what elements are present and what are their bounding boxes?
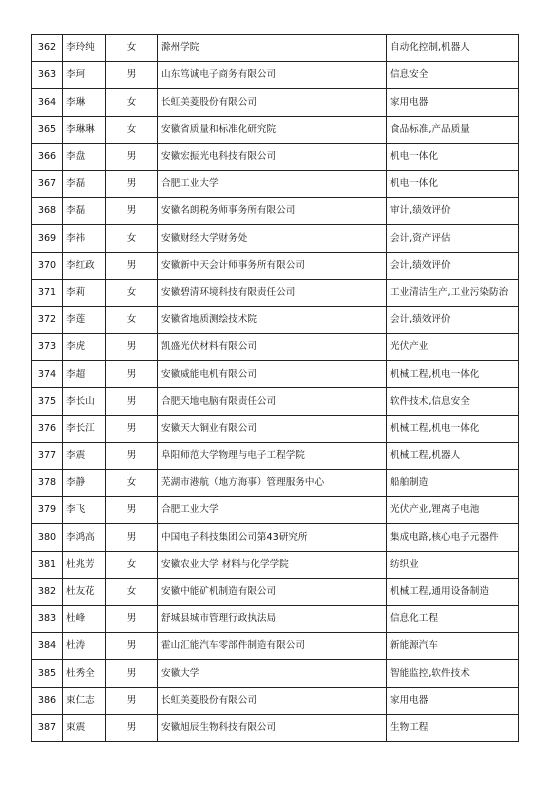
cell-gender: 男 — [106, 334, 158, 361]
cell-organization: 中国电子科技集团公司第43研究所 — [158, 524, 387, 551]
cell-field: 集成电路,核心电子元器件 — [387, 524, 519, 551]
cell-name: 束仁志 — [63, 687, 106, 714]
cell-gender: 女 — [106, 470, 158, 497]
expert-list-table — [31, 34, 519, 742]
cell-name: 李震 — [63, 442, 106, 469]
cell-name: 杜涛 — [63, 633, 106, 660]
cell-organization: 合肥工业大学 — [158, 170, 387, 197]
cell-number: 363 — [32, 62, 63, 89]
cell-organization: 滁州学院 — [158, 35, 387, 62]
cell-organization: 长虹美菱股份有限公司 — [158, 89, 387, 116]
cell-gender: 男 — [106, 660, 158, 687]
cell-name: 李莲 — [63, 306, 106, 333]
cell-gender: 男 — [106, 361, 158, 388]
table-row — [32, 225, 519, 252]
cell-name: 李飞 — [63, 497, 106, 524]
cell-name: 李红政 — [63, 252, 106, 279]
cell-name: 李虎 — [63, 334, 106, 361]
cell-gender: 女 — [106, 89, 158, 116]
cell-organization: 安徽威能电机有限公司 — [158, 361, 387, 388]
cell-name: 杜友花 — [63, 578, 106, 605]
cell-organization: 安徽财经大学财务处 — [158, 225, 387, 252]
cell-name: 李长江 — [63, 415, 106, 442]
cell-name: 李超 — [63, 361, 106, 388]
cell-field: 生物工程 — [387, 714, 519, 741]
table-row — [32, 89, 519, 116]
cell-field: 船舶制造 — [387, 470, 519, 497]
cell-field: 机械工程,机电一体化 — [387, 415, 519, 442]
cell-name: 李静 — [63, 470, 106, 497]
cell-name: 李玲纯 — [63, 35, 106, 62]
table-row — [32, 198, 519, 225]
table-row — [32, 143, 519, 170]
cell-organization: 长虹美菱股份有限公司 — [158, 687, 387, 714]
cell-field: 软件技术,信息安全 — [387, 388, 519, 415]
table-row — [32, 170, 519, 197]
cell-field: 机电一体化 — [387, 143, 519, 170]
cell-number: 374 — [32, 361, 63, 388]
table-row — [32, 605, 519, 632]
cell-number: 367 — [32, 170, 63, 197]
cell-name: 李珂 — [63, 62, 106, 89]
table-row — [32, 252, 519, 279]
cell-gender: 女 — [106, 225, 158, 252]
cell-number: 379 — [32, 497, 63, 524]
table-row — [32, 497, 519, 524]
cell-number: 382 — [32, 578, 63, 605]
cell-organization: 安徽新中天会计师事务所有限公司 — [158, 252, 387, 279]
cell-name: 李磊 — [63, 170, 106, 197]
cell-field: 审计,绩效评价 — [387, 198, 519, 225]
cell-gender: 男 — [106, 497, 158, 524]
cell-gender: 男 — [106, 388, 158, 415]
cell-number: 386 — [32, 687, 63, 714]
cell-organization: 安徽天大铜业有限公司 — [158, 415, 387, 442]
table-row — [32, 470, 519, 497]
cell-organization: 霍山汇能汽车零部件制造有限公司 — [158, 633, 387, 660]
cell-number: 380 — [32, 524, 63, 551]
cell-number: 365 — [32, 116, 63, 143]
cell-gender: 男 — [106, 415, 158, 442]
cell-field: 食品标准,产品质量 — [387, 116, 519, 143]
table-row — [32, 388, 519, 415]
table-row — [32, 334, 519, 361]
cell-number: 368 — [32, 198, 63, 225]
cell-name: 杜兆芳 — [63, 551, 106, 578]
cell-organization: 阜阳师范大学物理与电子工程学院 — [158, 442, 387, 469]
cell-field: 会计,绩效评价 — [387, 306, 519, 333]
cell-organization: 安徽大学 — [158, 660, 387, 687]
table-row — [32, 62, 519, 89]
cell-number: 369 — [32, 225, 63, 252]
cell-gender: 男 — [106, 687, 158, 714]
cell-organization: 安徽宏振光电科技有限公司 — [158, 143, 387, 170]
cell-name: 李长山 — [63, 388, 106, 415]
cell-name: 李琳琳 — [63, 116, 106, 143]
cell-organization: 安徽中能矿机制造有限公司 — [158, 578, 387, 605]
cell-field: 会计,绩效评价 — [387, 252, 519, 279]
cell-field: 机电一体化 — [387, 170, 519, 197]
cell-name: 李盘 — [63, 143, 106, 170]
cell-number: 370 — [32, 252, 63, 279]
cell-field: 会计,资产评估 — [387, 225, 519, 252]
cell-number: 385 — [32, 660, 63, 687]
cell-field: 智能监控,软件技术 — [387, 660, 519, 687]
cell-number: 384 — [32, 633, 63, 660]
cell-gender: 男 — [106, 442, 158, 469]
table-row — [32, 116, 519, 143]
cell-field: 信息化工程 — [387, 605, 519, 632]
cell-number: 373 — [32, 334, 63, 361]
cell-name: 李鸿高 — [63, 524, 106, 551]
cell-organization: 合肥工业大学 — [158, 497, 387, 524]
table-row — [32, 714, 519, 741]
cell-gender: 男 — [106, 605, 158, 632]
cell-organization: 安徽碧清环境科技有限责任公司 — [158, 279, 387, 306]
cell-organization: 凯盛光伏材料有限公司 — [158, 334, 387, 361]
cell-number: 377 — [32, 442, 63, 469]
cell-number: 366 — [32, 143, 63, 170]
cell-name: 束震 — [63, 714, 106, 741]
cell-organization: 山东笃诚电子商务有限公司 — [158, 62, 387, 89]
cell-name: 李莉 — [63, 279, 106, 306]
cell-organization: 合肥天地电脑有限责任公司 — [158, 388, 387, 415]
table-row — [32, 524, 519, 551]
cell-field: 机械工程,机器人 — [387, 442, 519, 469]
cell-gender: 男 — [106, 170, 158, 197]
cell-gender: 男 — [106, 62, 158, 89]
table-row — [32, 442, 519, 469]
cell-gender: 女 — [106, 306, 158, 333]
cell-organization: 安徽省质量和标准化研究院 — [158, 116, 387, 143]
table-row — [32, 633, 519, 660]
cell-gender: 女 — [106, 578, 158, 605]
table-row — [32, 279, 519, 306]
cell-field: 新能源汽车 — [387, 633, 519, 660]
table-body — [32, 35, 519, 742]
cell-number: 383 — [32, 605, 63, 632]
table-row — [32, 551, 519, 578]
cell-gender: 男 — [106, 143, 158, 170]
cell-number: 371 — [32, 279, 63, 306]
cell-name: 杜秀全 — [63, 660, 106, 687]
cell-number: 372 — [32, 306, 63, 333]
cell-number: 387 — [32, 714, 63, 741]
table-row — [32, 578, 519, 605]
cell-gender: 男 — [106, 524, 158, 551]
cell-number: 375 — [32, 388, 63, 415]
cell-field: 家用电器 — [387, 687, 519, 714]
cell-name: 杜峰 — [63, 605, 106, 632]
cell-gender: 女 — [106, 35, 158, 62]
cell-organization: 舒城县城市管理行政执法局 — [158, 605, 387, 632]
cell-organization: 安徽农业大学 材料与化学学院 — [158, 551, 387, 578]
cell-number: 362 — [32, 35, 63, 62]
cell-gender: 女 — [106, 116, 158, 143]
table-row — [32, 361, 519, 388]
cell-organization: 安徽省地质测绘技术院 — [158, 306, 387, 333]
cell-gender: 女 — [106, 279, 158, 306]
cell-field: 信息安全 — [387, 62, 519, 89]
cell-name: 李磊 — [63, 198, 106, 225]
cell-field: 光伏产业 — [387, 334, 519, 361]
cell-field: 机械工程,通用设备制造 — [387, 578, 519, 605]
table-row — [32, 415, 519, 442]
cell-gender: 女 — [106, 551, 158, 578]
cell-number: 381 — [32, 551, 63, 578]
cell-organization: 安徽名朗税务师事务所有限公司 — [158, 198, 387, 225]
cell-field: 家用电器 — [387, 89, 519, 116]
cell-gender: 男 — [106, 633, 158, 660]
cell-field: 工业清洁生产,工业污染防治 — [387, 279, 519, 306]
cell-number: 378 — [32, 470, 63, 497]
cell-field: 纺织业 — [387, 551, 519, 578]
cell-name: 李琳 — [63, 89, 106, 116]
cell-field: 自动化控制,机器人 — [387, 35, 519, 62]
cell-organization: 芜湖市港航（地方海事）管理服务中心 — [158, 470, 387, 497]
table-row — [32, 687, 519, 714]
cell-gender: 男 — [106, 252, 158, 279]
table-row — [32, 306, 519, 333]
cell-gender: 男 — [106, 198, 158, 225]
cell-gender: 男 — [106, 714, 158, 741]
table-row — [32, 35, 519, 62]
cell-number: 364 — [32, 89, 63, 116]
cell-number: 376 — [32, 415, 63, 442]
cell-organization: 安徽旭辰生物科技有限公司 — [158, 714, 387, 741]
table-row — [32, 660, 519, 687]
cell-field: 光伏产业,锂离子电池 — [387, 497, 519, 524]
cell-field: 机械工程,机电一体化 — [387, 361, 519, 388]
cell-name: 李祎 — [63, 225, 106, 252]
